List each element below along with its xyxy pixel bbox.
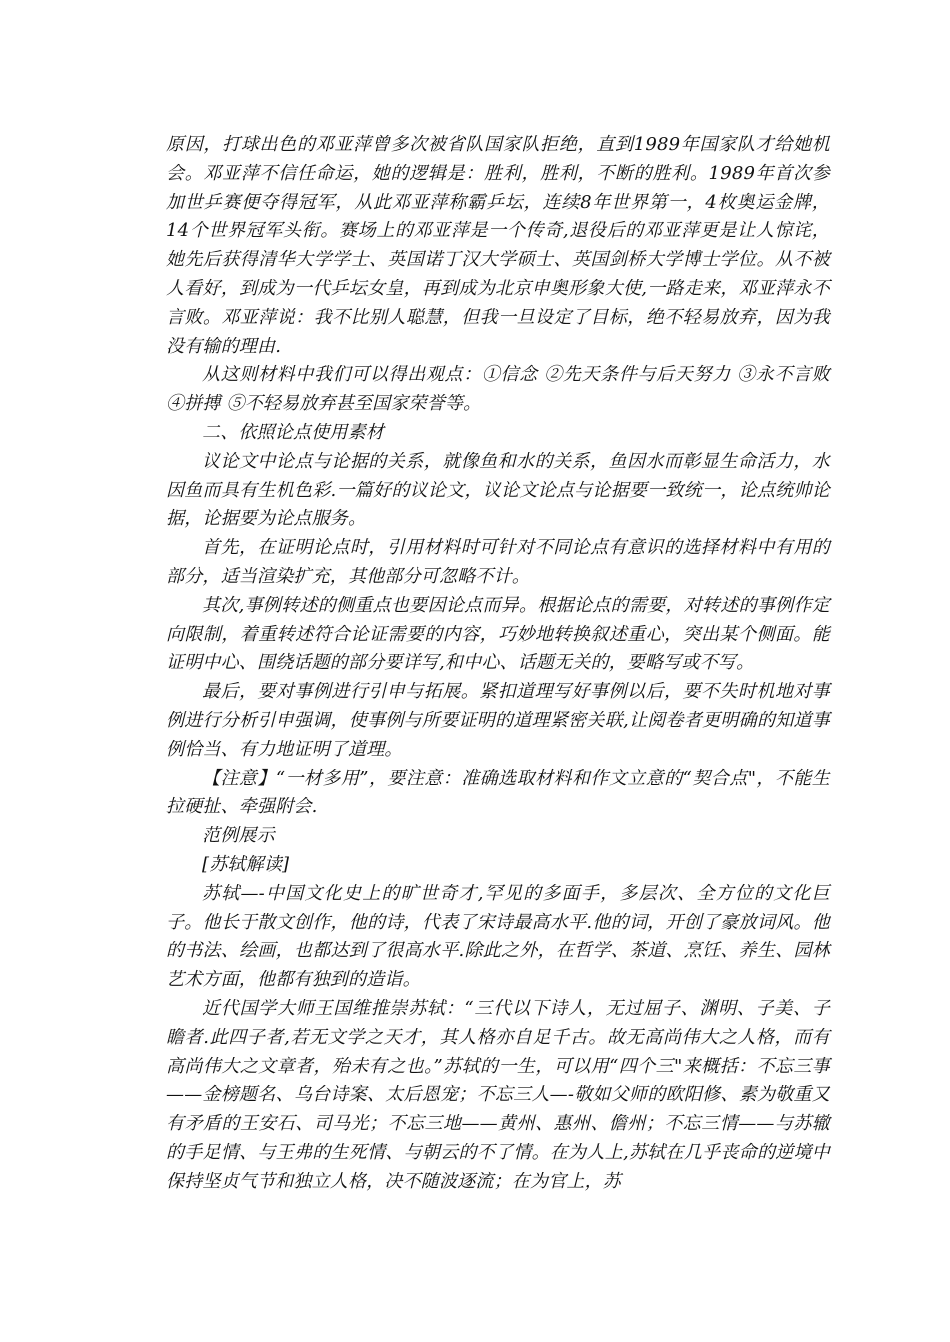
paragraph-deng-yaping-story: 原因，打球出色的邓亚萍曾多次被省队国家队拒绝，直到1989年国家队才给她机会。邓亚萍不信任命运，她的逻辑是：胜利，胜利，不断的胜利。1989年首次参加世乒赛便夺得冠军，从此邓亚萍称霸乒坛，连续8年世界第一，4枚奥运金牌，14个世界冠军头衔。赛场上的邓亚萍是一个传奇,退役后的邓亚萍更是让人惊诧，她先后获得清华大学学士、英国诺丁汉大学硕士、英国剑桥大学博士学位。从不被人看好，到成为一代乒坛女皇，再到成为北京申奥形象大使,一路走来，邓亚萍永不言败。邓亚萍说：我不比别人聪慧，但我一旦设定了目标，绝不轻易放弃，因为我没有输的理由. (166, 134, 830, 357)
paragraph-finally: 最后，要对事例进行引申与拓展。紧扣道理写好事例以后，要不失时机地对事例进行分析引申强调，使事例与所要证明的道理紧密关联,让阅卷者更明确的知道事例恰当、有力地证明了道理。 (166, 681, 830, 760)
paragraph-argument-relation: 议论文中论点与论据的关系，就像鱼和水的关系，鱼因水而彰显生命活力，水因鱼而具有生机色彩.一篇好的议论文，议论文论点与论据要一致统一，论点统帅论据，论据要为论点服务。 (166, 450, 830, 530)
paragraph-second: 其次,事例转述的侧重点也要因论点而异。根据论点的需要，对转述的事例作定向限制，着重转述符合论证需要的内容，巧妙地转换叙述重心，突出某个侧面。能证明中心、围绕话题的部分要详写,和中心、话题无关的，要略写或不写。 (166, 594, 830, 674)
section-heading-use-material: 二、依照论点使用素材 (202, 421, 384, 443)
example-subheading-su-shi: [苏轼解读] (202, 853, 290, 875)
example-heading: 范例展示 (202, 825, 275, 847)
paragraph-su-shi-intro: 苏轼—-中国文化史上的旷世奇才,罕见的多面手，多层次、全方位的文化巨子。他长于散文创作，他的诗，代表了宋诗最高水平.他的词，开创了豪放词风。他的书法、绘画，也都达到了很高水平.除此之外，在哲学、茶道、烹饪、养生、园林艺术方面，他都有独到的造诣。 (166, 882, 830, 991)
paragraph-note: 【注意】“一材多用”，要注意：准确选取材料和作文立意的“契合点"，不能生拉硬扯、牵强附会. (166, 767, 830, 818)
document-body (166, 131, 830, 1196)
paragraph-wang-guowei-quote: 近代国学大师王国维推崇苏轼：“三代以下诗人，无过屈子、渊明、子美、子瞻者.此四子者,若无文学之天才，其人格亦自足千古。故无高尚伟大之人格，而有高尚伟大之文章者，殆未有之也。”苏轼的一生，可以用“四个三"来概括：不忘三事——金榜题名、乌台诗案、太后恩宠；不忘三人—-敬如父师的欧阳修、素为敬重又有矛盾的王安石、司马光；不忘三地——黄州、惠州、儋州；不忘三情——与苏辙的手足情、与王弗的生死情、与朝云的不了情。在为人上,苏轼在几乎丧命的逆境中保持坚贞气节和独立人格，决不随波逐流；在为官上，苏 (166, 997, 830, 1192)
paragraph-first: 首先，在证明论点时，引用材料时可针对不同论点有意识的选择材料中有用的部分，适当渲染扩充，其他部分可忽略不计。 (166, 537, 830, 587)
paragraph-viewpoints: 从这则材料中我们可以得出观点：①信念 ②先天条件与后天努力 ③永不言败 ④拼搏 ⑤不轻易放弃甚至国家荣誉等。 (166, 364, 830, 415)
